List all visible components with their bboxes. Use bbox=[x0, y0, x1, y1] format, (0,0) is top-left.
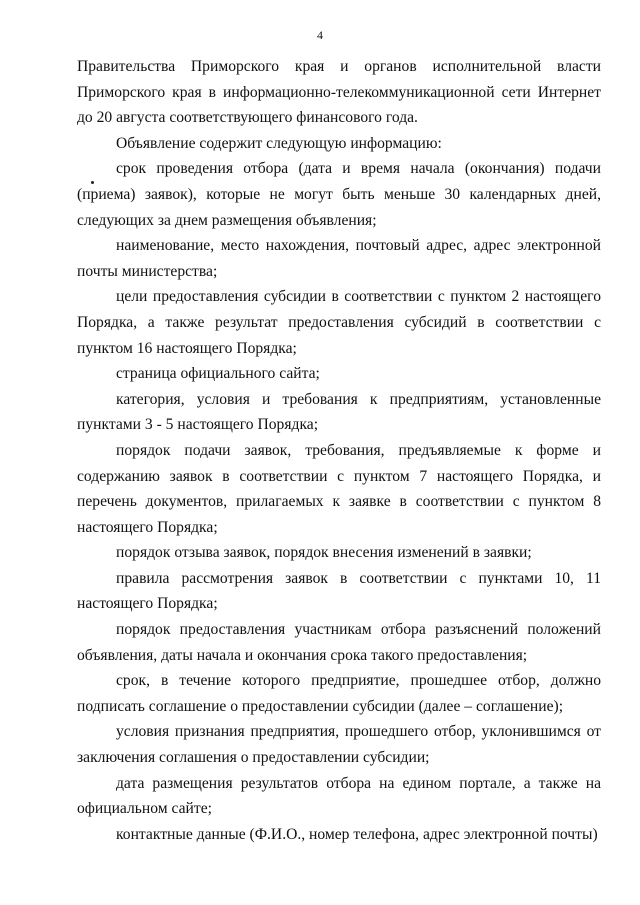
document-body bbox=[77, 54, 601, 847]
paragraph-selection-deadline: срок проведения отбора (дата и время начала (окончания) подачи (приема) заявок), которые не могут быть меньше 30 календарных дней, следующих за днем размещения объявления; bbox=[77, 160, 601, 229]
paragraph-continuation: Правительства Приморского края и органов исполнительной власти Приморского края в информационно-телекоммуникационной сети Интернет до 20 августа соответствующего финансового года. bbox=[77, 58, 601, 127]
paragraph-enterprise-requirements: категория, условия и требования к предприятиям, установленные пунктами 3 - 5 настоящего Порядка; bbox=[77, 390, 601, 434]
paragraph-application-procedure: порядок подачи заявок, требования, предъявляемые к форме и содержанию заявок в соответствии с пунктом 7 настоящего Порядка, и перечень документов, прилагаемых к заявке в соответствии с пунктом 8 настоящего Порядка; bbox=[77, 441, 601, 536]
paragraph-application-withdrawal: порядок отзыва заявок, порядок внесения изменений в заявки; bbox=[116, 544, 532, 562]
paragraph-announcement-intro: Объявление содержит следующую информацию: bbox=[116, 134, 442, 152]
paragraph-ministry-contacts: наименование, место нахождения, почтовый адрес, адрес электронной почты министерства; bbox=[77, 237, 601, 280]
paragraph-clarifications: порядок предоставления участникам отбора разъяснений положений объявления, даты начала и окончания срока такого предоставления; bbox=[77, 621, 601, 664]
paragraph-results-publication: дата размещения результатов отбора на едином портале, а также на официальном сайте; bbox=[77, 774, 601, 818]
page-number: 4 bbox=[317, 28, 323, 42]
paragraph-evasion-conditions: условия признания предприятия, прошедшего отбор, уклонившимся от заключения соглашения о предоставлении субсидии; bbox=[77, 723, 601, 767]
paragraph-signing-deadline: срок, в течение которого предприятие, прошедшее отбор, должно подписать соглашение о предоставлении субсидии (далее – соглашение); bbox=[77, 672, 601, 715]
paragraph-subsidy-goals: цели предоставления субсидии в соответствии с пунктом 2 настоящего Порядка, а также результат предоставления субсидий в соответствии с пунктом 16 настоящего Порядка; bbox=[77, 288, 601, 357]
paragraph-contact-details: контактные данные (Ф.И.О., номер телефона, адрес электронной почты) bbox=[116, 825, 598, 843]
paragraph-review-rules: правила рассмотрения заявок в соответствии с пунктами 10, 11 настоящего Порядка; bbox=[77, 569, 601, 613]
paragraph-official-site: страница официального сайта; bbox=[116, 365, 320, 383]
